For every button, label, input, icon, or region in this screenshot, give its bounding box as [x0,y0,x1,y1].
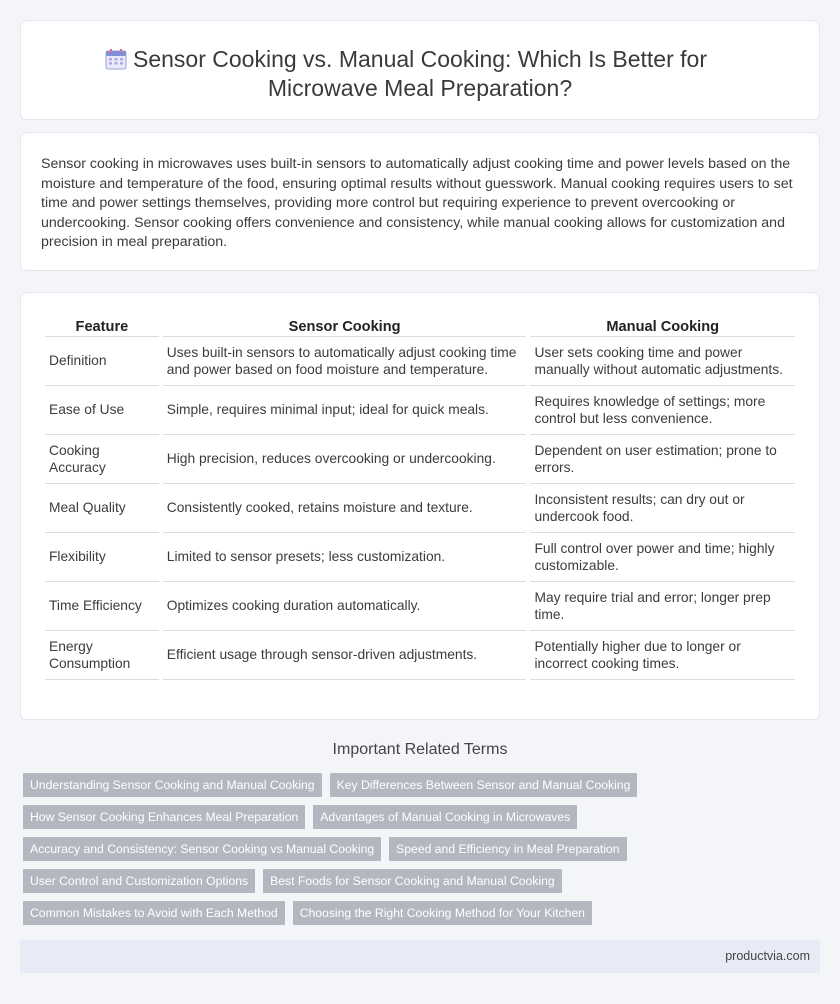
cell-manual: Dependent on user estimation; prone to errors. [530,435,795,484]
related-term-link[interactable]: Common Mistakes to Avoid with Each Method [23,901,285,925]
table-row [45,533,795,582]
related-term-link[interactable]: Advantages of Manual Cooking in Microwaves [313,805,577,829]
table-row [45,386,795,435]
table-row [45,484,795,533]
table-row [45,582,795,631]
related-term-link[interactable]: Key Differences Between Sensor and Manual Cooking [330,773,638,797]
cell-feature: Cooking Accuracy [45,435,159,484]
cell-manual: Requires knowledge of settings; more control but less convenience. [530,386,795,435]
cell-sensor: Optimizes cooking duration automatically. [163,582,527,631]
header-card [20,20,820,120]
cell-sensor: Uses built-in sensors to automatically adjust cooking time and power based on food moisture and temperature. [163,337,527,386]
page-title-line2: Microwave Meal Preparation? [267,75,573,101]
page-title-line1: Sensor Cooking vs. Manual Cooking: Which Is Better for [133,46,707,72]
header-manual-cooking: Manual Cooking [530,315,795,337]
cell-sensor: Consistently cooked, retains moisture and texture. [163,484,527,533]
comparison-table [41,315,799,680]
cell-manual: Inconsistent results; can dry out or undercook food. [530,484,795,533]
table-header-row [45,315,795,337]
cell-sensor: Simple, requires minimal input; ideal for quick meals. [163,386,527,435]
cell-manual: Full control over power and time; highly customizable. [530,533,795,582]
cell-feature: Flexibility [45,533,159,582]
related-term-link[interactable]: Best Foods for Sensor Cooking and Manual Cooking [263,869,562,893]
footer-site-link[interactable]: productvia.com [725,949,810,963]
table-row [45,337,795,386]
related-term-link[interactable]: Understanding Sensor Cooking and Manual Cooking [23,773,322,797]
page-title [21,45,819,103]
cell-feature: Meal Quality [45,484,159,533]
comparison-table-card [20,292,820,720]
related-terms-title: Important Related Terms [332,741,508,758]
related-term-link[interactable]: Speed and Efficiency in Meal Preparation [389,837,626,861]
related-terms-list [23,773,823,933]
related-term-link[interactable]: User Control and Customization Options [23,869,255,893]
cell-manual: User sets cooking time and power manually without automatic adjustments. [530,337,795,386]
cell-feature: Time Efficiency [45,582,159,631]
related-term-link[interactable]: Accuracy and Consistency: Sensor Cooking vs Manual Cooking [23,837,381,861]
header-feature: Feature [45,315,159,337]
table-row [45,631,795,680]
table-row [45,435,795,484]
cell-feature: Energy Consumption [45,631,159,680]
header-sensor-cooking: Sensor Cooking [163,315,527,337]
cell-sensor: Limited to sensor presets; less customization. [163,533,527,582]
cell-sensor: Efficient usage through sensor-driven adjustments. [163,631,527,680]
related-term-link[interactable]: Choosing the Right Cooking Method for Your Kitchen [293,901,592,925]
cell-manual: May require trial and error; longer prep time. [530,582,795,631]
cell-feature: Definition [45,337,159,386]
cell-feature: Ease of Use [45,386,159,435]
intro-card [20,132,820,271]
cell-sensor: High precision, reduces overcooking or undercooking. [163,435,527,484]
related-term-link[interactable]: How Sensor Cooking Enhances Meal Preparation [23,805,305,829]
footer [20,940,820,973]
intro-paragraph: Sensor cooking in microwaves uses built-in sensors to automatically adjust cooking time and power levels based on the moisture and temperature of the food, ensuring optimal results without guesswork. Manual cooking requires users to set time and power settings themselves, providing more control but requiring experience to prevent overcooking or undercooking. Sensor cooking offers convenience and consistency, while manual cooking allows for customization and precision in meal preparation. [41,156,793,250]
cell-manual: Potentially higher due to longer or incorrect cooking times. [530,631,795,680]
